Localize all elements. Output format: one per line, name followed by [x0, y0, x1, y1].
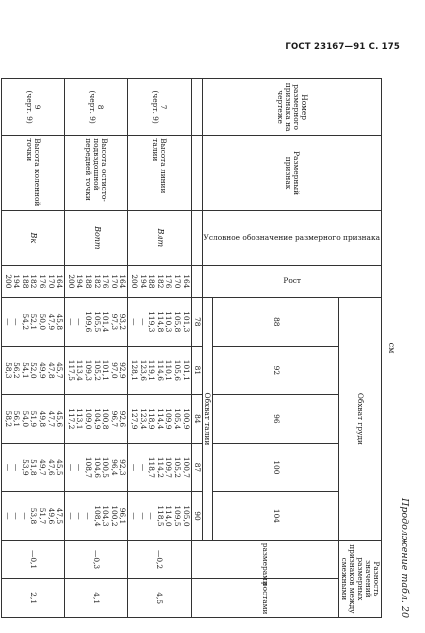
table-row [2, 79, 65, 618]
row-diff-heights: 2,1 [2, 579, 65, 618]
row-values-92: 45,7 47,8 49,9 52,0 54,1 56,2 58,3 [2, 346, 65, 395]
header-blank-name [191, 136, 202, 211]
row-values-92: 101,1 105,6 110,1 114,6 119,1 123,6 128,1 [128, 346, 191, 395]
header-chest-88: 88 [213, 298, 339, 347]
row-values-100: 100,7 105,2 109,7 114,2 118,7 — — [128, 443, 191, 492]
header-height-text: Рост [282, 276, 301, 286]
header-height [202, 265, 381, 297]
row-name: Высота линии талии [128, 136, 191, 211]
header-diff: Разность значений размерных признаков между смежными [339, 540, 382, 617]
row-values-88: 101,3 105,8 110,3 114,8 119,3 — — [128, 298, 191, 347]
row-heights: 164 170 176 182 188 194 200 [65, 265, 128, 297]
row-values-96: 92,6 96,7 100,8 104,9 109,0 113,1 117,2 [65, 395, 128, 444]
row-symbol: Вопт [65, 210, 128, 265]
row-diff-sizes: —0,1 [2, 540, 65, 579]
row-heights: 164 170 176 182 188 194 200 [128, 265, 191, 297]
row-symbol: Вк [2, 210, 65, 265]
row-diff-sizes: —0,3 [65, 540, 128, 579]
row-values-104: 96,1 100,2 104,3 108,4 — — — [65, 492, 128, 541]
row-num: 9 (черт. 9) [2, 79, 65, 136]
measurement-table [1, 78, 382, 618]
header-waist-group: Обхват талии [202, 298, 213, 541]
row-values-88: 45,8 47,9 50,0 52,1 54,2 — — [2, 298, 65, 347]
header-name: Размерный признак [202, 136, 381, 211]
row-num: 7 (черт. 9) [128, 79, 191, 136]
row-name: Высота коленной точки [2, 136, 65, 211]
row-num: 8 (черт. 9) [65, 79, 128, 136]
row-diff-heights: 4,5 [128, 579, 191, 618]
header-symbol-text: Условное обозначение размерного признака [203, 232, 380, 242]
header-waist-78: 78 [191, 298, 202, 347]
row-values-104: 105,0 109,5 114,0 118,5 — — — [128, 492, 191, 541]
header-chest-group: Обхват груди [339, 298, 382, 541]
table-continuation-label: Продолжение табл. 20 [399, 498, 410, 618]
header-waist-84: 84 [191, 395, 202, 444]
header-diff-heights: ростами [191, 579, 339, 618]
header-waist-87: 87 [191, 443, 202, 492]
header-symbol [202, 210, 381, 265]
row-values-104: 47,5 49,6 51,7 53,8 — — — [2, 492, 65, 541]
header-waist-90: 90 [191, 492, 202, 541]
header-chest-100: 100 [213, 443, 339, 492]
table-row [128, 79, 191, 618]
units-label: см [387, 342, 396, 354]
row-values-100: 92,3 96,4 100,5 104,6 108,7 — — [65, 443, 128, 492]
row-name: Высота остисто-подвздошной передней точки [65, 136, 128, 211]
row-heights: 164 170 176 182 188 194 200 [2, 265, 65, 297]
header-diff-sizes: размерами [191, 540, 339, 579]
row-symbol: Влт [128, 210, 191, 265]
header-blank-num [191, 79, 202, 136]
row-values-96: 45,6 47,7 49,8 51,9 54,0 56,1 58,2 [2, 395, 65, 444]
row-values-96: 100,9 105,4 109,9 114,4 118,9 123,4 127,9 [128, 395, 191, 444]
gost-page-label: ГОСТ 23167—91 С. 175 [285, 42, 400, 52]
table-row [65, 79, 128, 618]
header-num: Номер размерного признака на чертеже [202, 79, 381, 136]
row-values-88: 93,2 97,3 101,4 105,5 109,6 — — [65, 298, 128, 347]
rotated-content [3, 78, 412, 618]
header-blank-symbol [191, 210, 202, 265]
row-values-92: 92,9 97,0 101,1 105,2 109,3 113,4 117,5 [65, 346, 128, 395]
header-chest-104: 104 [213, 492, 339, 541]
header-chest-92: 92 [213, 346, 339, 395]
row-diff-heights: 4,1 [65, 579, 128, 618]
row-diff-sizes: —0,2 [128, 540, 191, 579]
header-chest-96: 96 [213, 395, 339, 444]
header-blank-height [191, 265, 202, 297]
row-values-100: 45,5 47,6 49,7 51,8 53,9 — — [2, 443, 65, 492]
header-waist-81: 81 [191, 346, 202, 395]
